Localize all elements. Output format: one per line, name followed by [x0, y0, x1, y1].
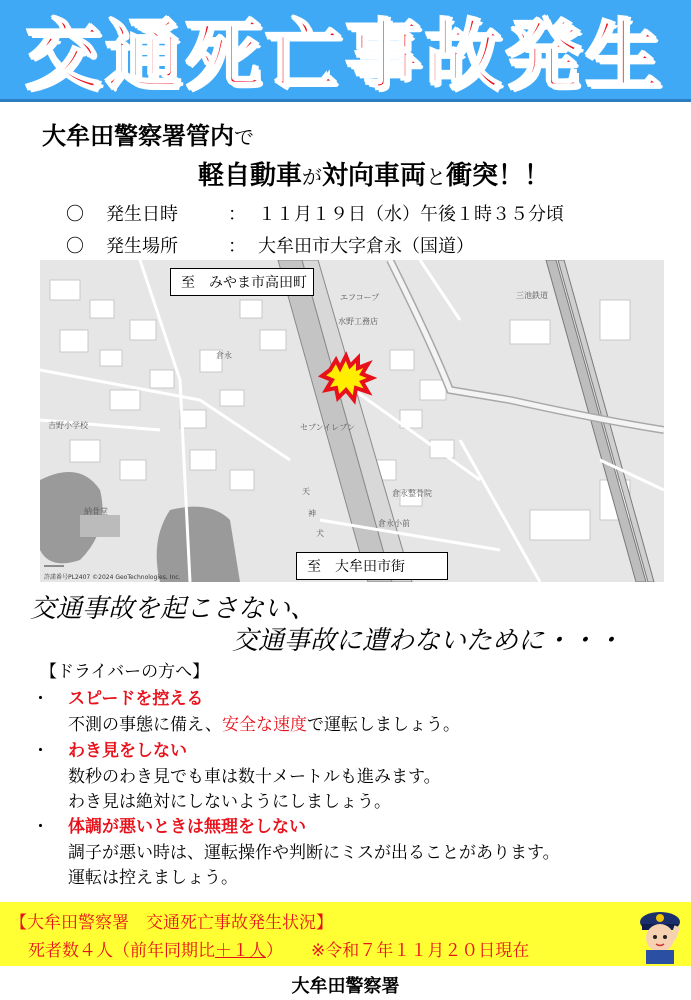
headline-line-1 — [42, 116, 254, 151]
map-place: 犬 — [316, 529, 324, 538]
headline-police-district: 大牟田警察署管内 — [42, 122, 234, 150]
map-label-south: 至 大牟田市街 — [296, 552, 448, 580]
headline-particle: と — [426, 165, 447, 189]
tip-body-emphasis: 安全な速度 — [222, 715, 308, 735]
map-place: 倉永整骨院 — [392, 489, 432, 498]
slogan-line-1: 交通事故を起こさない、 — [30, 594, 317, 624]
map-place: エフコープ — [340, 293, 380, 302]
stats-deaths-suffix: ） — [266, 941, 283, 961]
map-place: 納骨堂 — [84, 507, 108, 516]
detail-datetime — [66, 200, 564, 226]
tip-body-line: 運転は控えましょう。 — [68, 868, 238, 888]
headline-vehicle: 軽自動車 — [198, 161, 303, 191]
detail-label: 発生日時 — [106, 204, 178, 225]
tip-bullet: ・ — [32, 741, 49, 761]
detail-location — [66, 232, 474, 258]
tips-heading: 【ドライバーの方へ】 — [40, 662, 210, 682]
map-place: 倉永小前 — [378, 519, 410, 528]
detail-value: １１月１９日（水）午後１時３５分頃 — [258, 204, 564, 225]
map-place: 倉永 — [216, 351, 232, 360]
detail-value: 大牟田市大字倉永（国道） — [258, 236, 474, 257]
tip-body-line — [68, 710, 460, 735]
tip-body-line: わき見は絶対にしないようにしましょう。 — [68, 792, 391, 812]
map-copyright: 許諾番号PL2407 ©2024 GeoTechnologies, Inc. — [44, 574, 181, 581]
slogan-line-2: 交通事故に遭わないために・・・ — [232, 626, 623, 656]
map-place: 天 — [302, 487, 310, 496]
tip-title-health: 体調が悪いときは無理をしない — [68, 817, 306, 837]
map-label-north: 至 みやま市高田町 — [170, 268, 314, 296]
detail-colon: ： — [228, 236, 246, 257]
map-place: 水野工務店 — [338, 317, 378, 326]
title-banner — [0, 0, 691, 102]
map-place: 神 — [308, 509, 316, 518]
tip-title-lookaway: わき見をしない — [68, 741, 187, 761]
headline-collision: 衝突！！ — [446, 161, 551, 191]
map-graphic — [40, 260, 664, 582]
accident-map — [40, 260, 664, 582]
tip-bullet: ・ — [32, 817, 49, 837]
tip-body-line: 調子が悪い時は、運転操作や判断にミスが出ることがあります。 — [68, 843, 560, 863]
tip-body-text: 不測の事態に備え、 — [68, 715, 223, 735]
headline-particle: が — [302, 165, 323, 189]
detail-bullet: 〇 — [66, 236, 84, 257]
map-place: セブンイレブン — [300, 423, 355, 432]
tip-bullet: ・ — [32, 689, 49, 709]
headline-line-2 — [198, 155, 550, 192]
stats-bar — [0, 902, 691, 966]
tip-title-speed: スピードを控える — [68, 689, 204, 709]
map-place: 三池鉄道 — [516, 291, 548, 300]
tip-body-line: 数秒のわき見でも車は数十メートルも進みます。 — [68, 767, 441, 787]
footer-organization: 大牟田警察署 — [291, 976, 400, 997]
detail-bullet: 〇 — [66, 204, 84, 225]
stats-deaths-prefix: 死者数４人（前年同期比 — [28, 941, 215, 961]
map-place: 吉野小学校 — [48, 421, 88, 430]
stats-deaths — [28, 936, 529, 961]
detail-label: 発生場所 — [106, 236, 178, 257]
detail-colon: ： — [228, 204, 246, 225]
stats-title: 【大牟田警察署 交通死亡事故発生状況】 — [10, 913, 333, 933]
headline-particle: で — [234, 125, 254, 149]
police-mascot-icon — [632, 904, 688, 964]
banner-title: 交通死亡事故発生 — [25, 11, 666, 100]
stats-deaths-diff: ＋１人 — [215, 941, 266, 961]
stats-as-of: ※令和７年１１月２０日現在 — [311, 941, 530, 961]
tip-body-text: で運転しましょう。 — [307, 715, 461, 735]
headline-oncoming: 対向車両 — [322, 161, 427, 191]
